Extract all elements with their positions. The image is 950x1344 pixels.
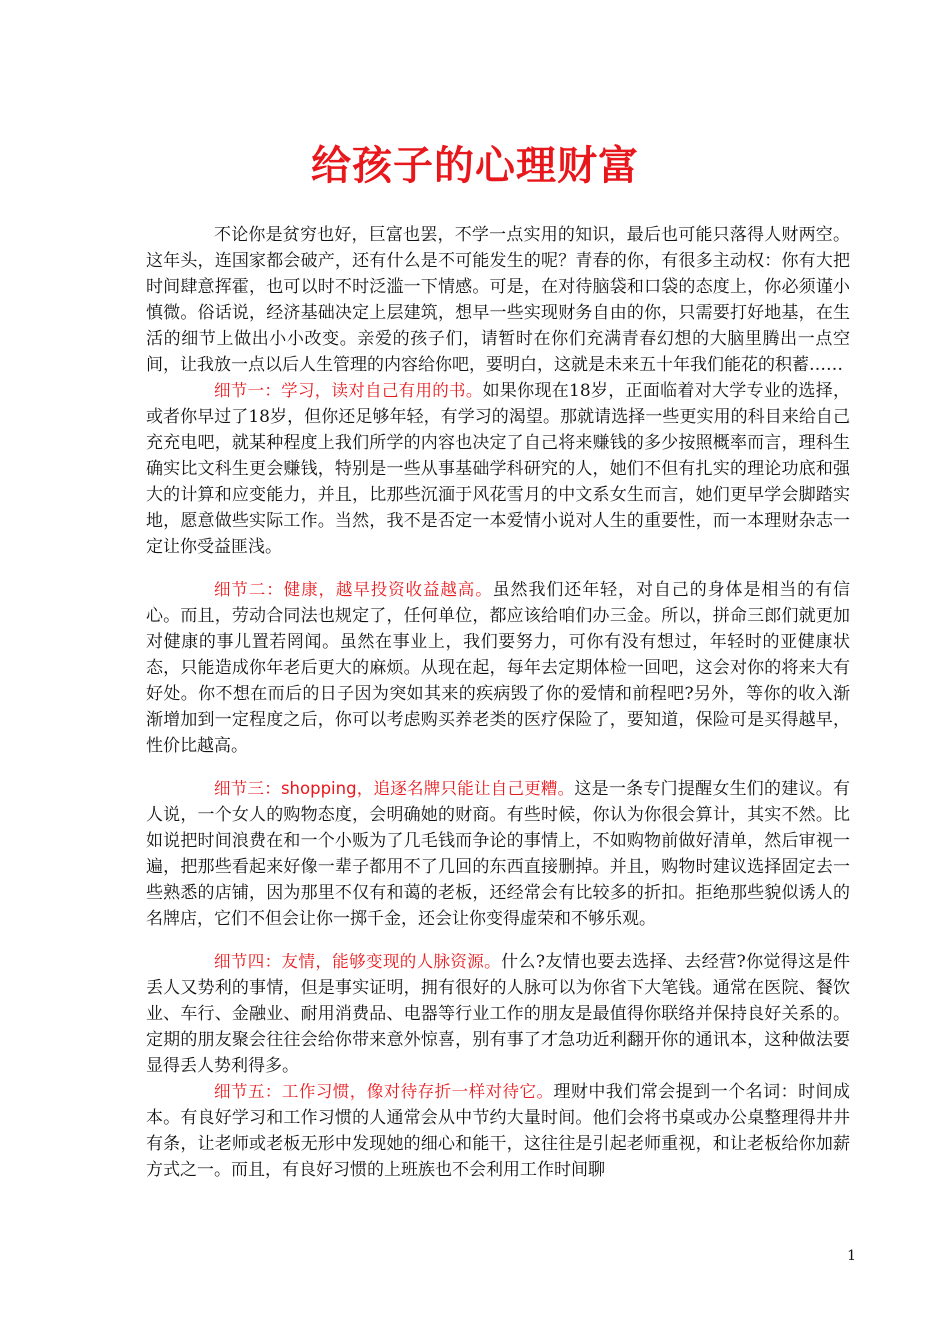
section-text-5: 理财中我们常会提到一个名词：时间成本。有良好学习和工作习惯的人通常会从中节约大量时间。他们会将书桌或办公桌整理得井井有条，让老师或老板无形中发现她的细心和能干，这往往是引起老师重视，和让老板给你加薪方式之一。而且，有良好习惯的上班族也不会利用工作时间聊 — [146, 1082, 851, 1180]
document-body — [146, 222, 850, 1183]
section-text-1: 如果你现在18岁，正面临着对大学专业的选择，或者你早过了18岁，但你还足够年轻，有学习的渴望。那就请选择一些更实用的科目来给自己充充电吧，就某种程度上我们所学的内容也决定了自己将来赚钱的多少按照概率而言，理科生确实比文科生更会赚钱，特别是一些从事基础学科研究的人，她们不但有扎实的理论功底和强大的计算和应变能力，并且，比那些沉湎于风花雪月的中文系女生而言，她们更早学会脚踏实地，愿意做些实际工作。当然，我不是否定一本爱情小说对人生的重要性，而一本理财杂志一定让你受益匪浅。 — [146, 381, 850, 557]
section-paragraph-4 — [146, 949, 850, 1079]
section-heading-5: 细节五：工作习惯，像对待存折一样对待它。 — [214, 1082, 554, 1101]
section-text-2: 虽然我们还年轻，对自己的身体是相当的有信心。而且，劳动合同法也规定了，任何单位，都应该给咱们办三金。所以，拼命三郎们就更加对健康的事儿置若罔闻。虽然在事业上，我们要努力，可你有没有想过，年轻时的亚健康状态，只能造成你年老后更大的麻烦。从现在起，每年去定期体检一回吧，这会对你的将来大有好处。你不想在而后的日子因为突如其来的疾病毁了你的爱情和前程吧?另外，等你的收入渐渐增加到一定程度之后，你可以考虑购买养老类的医疗保险了，要知道，保险可是买得越早，性价比越高。 — [146, 580, 851, 756]
section-heading-4: 细节四：友情，能够变现的人脉资源。 — [214, 952, 502, 971]
page-number: 1 — [847, 1248, 856, 1264]
intro-text: 不论你是贫穷也好，巨富也罢，不学一点实用的知识，最后也可能只落得人财两空。这年头，连国家都会破产，还有什么是不可能发生的呢？青春的你，有很多主动权：你有大把时间肆意挥霍，也可以时不时泛滥一下情感。可是，在对待脑袋和口袋的态度上，你必须谨小慎微。俗话说，经济基础决定上层建筑，想早一些实现财务自由的你，只需要打好地基，在生活的细节上做出小小改变。亲爱的孩子们，请暂时在你们充满青春幻想的大脑里腾出一点空间，让我放一点以后人生管理的内容给你吧，要明白，这就是未来五十年我们能花的积蓄…… — [146, 225, 850, 375]
section-paragraph-1 — [146, 378, 850, 560]
document-title: 给孩子的心理财富 — [311, 143, 639, 189]
section-text-4: 什么?友情也要去选择、去经营?你觉得这是件丢人又势利的事情，但是事实证明，拥有很好的人脉可以为你省下大笔钱。通常在医院、餐饮业、车行、金融业、耐用消费品、电器等行业工作的朋友是最值得你联络并保持良好关系的。定期的朋友聚会往往会给你带来意外惊喜，别有事了才急功近利翻开你的通讯本，这种做法要显得丢人势利得多。 — [146, 952, 851, 1076]
section-paragraph-2 — [146, 577, 850, 759]
section-heading-1: 细节一：学习，读对自己有用的书。 — [214, 381, 483, 400]
section-text-3: 这是一条专门提醒女生们的建议。有人说，一个女人的购物态度，会明确她的财商。有些时候，你认为你很会算计，其实不然。比如说把时间浪费在和一个小贩为了几毛钱而争论的事情上，不如购物前做好清单，然后审视一遍，把那些看起来好像一辈子都用不了几回的东西直接删掉。并且，购物时建议选择固定去一些熟悉的店铺，因为那里不仅有和蔼的老板，还经常会有比较多的折扣。拒绝那些貌似诱人的名牌店，它们不但会让你一掷千金，还会让你变得虚荣和不够乐观。 — [146, 779, 851, 929]
intro-paragraph — [146, 222, 850, 378]
section-heading-2: 细节二：健康，越早投资收益越高。 — [214, 580, 493, 599]
section-paragraph-5 — [146, 1079, 850, 1183]
section-paragraph-3 — [146, 776, 850, 932]
section-heading-3: 细节三：shopping，追逐名牌只能让自己更糟。 — [214, 779, 575, 798]
